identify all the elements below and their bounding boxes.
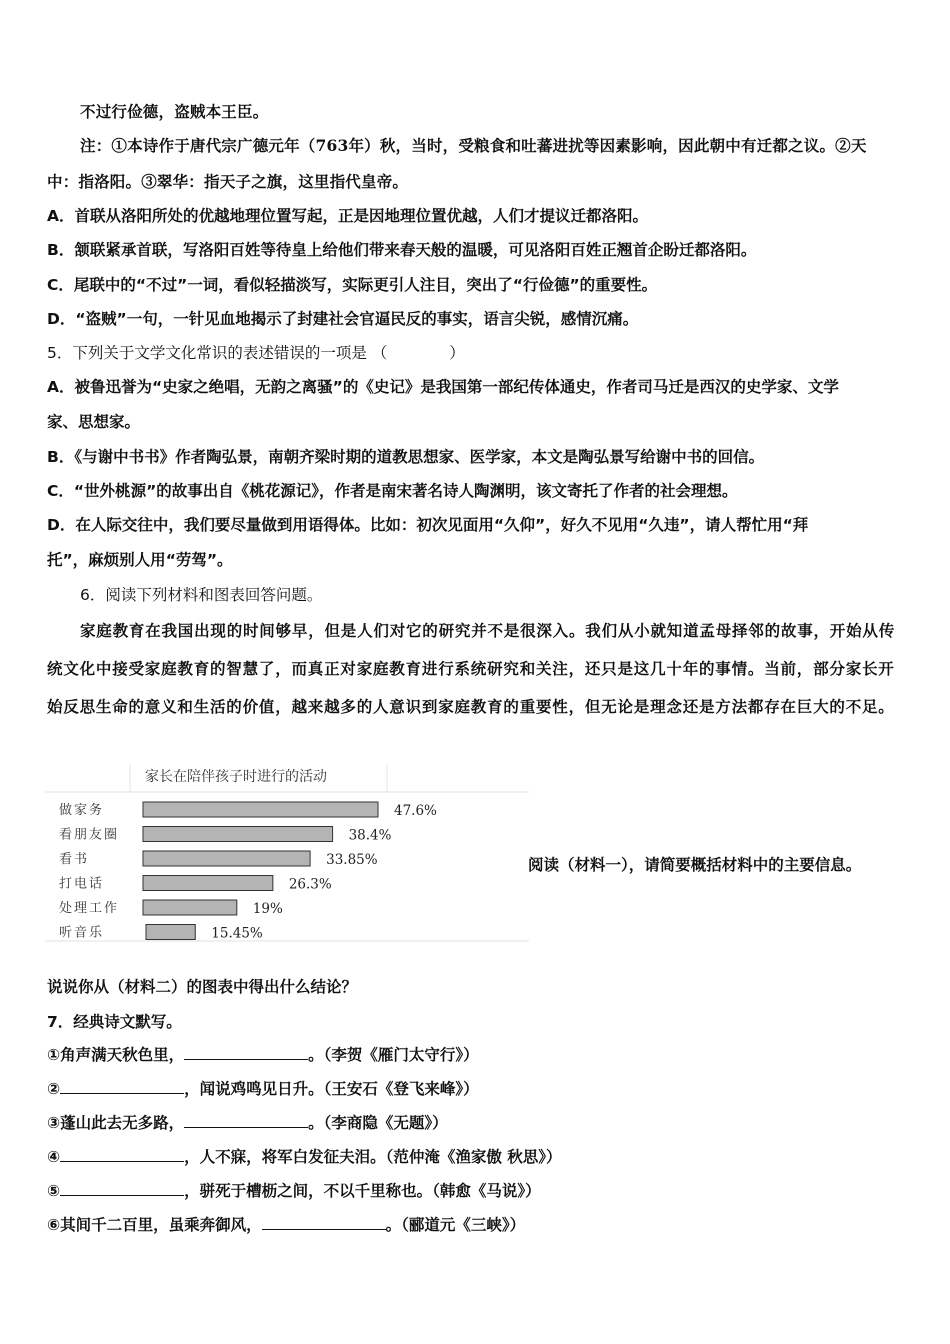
q7-answer-blank[interactable] [184, 1113, 308, 1128]
q7-item-before: ①角声满天秋色里， [47, 1046, 185, 1064]
q7-item [47, 1079, 479, 1099]
chart-value-label: 19% [252, 901, 283, 917]
q4-option-d: D．“盗贼”一句，一针见血地揭示了封建社会官逼民反的事实，语言尖锐，感情沉痛。 [47, 310, 639, 328]
chart-bar [143, 802, 378, 817]
poem-last-line: 不过行俭德，盗贼本王臣。 [80, 102, 269, 121]
q7-answer-blank[interactable] [60, 1147, 184, 1162]
q4-option-a: A．首联从洛阳所处的优越地理位置写起，正是因地理位置优越，人们才提议迁都洛阳。 [47, 207, 648, 225]
q7-item [47, 1045, 479, 1065]
q7-answer-blank[interactable] [262, 1215, 386, 1230]
q5-stem: 5．下列关于文学文化常识的表述错误的一项是 （ ） [47, 344, 465, 362]
q5-option-b: B．《与谢中书书》作者陶弘景，南朝齐梁时期的道教思想家、医学家，本文是陶弘景写给谢中书的回信。 [47, 448, 765, 466]
q7-item-after: ，人不寐，将军白发征夫泪。（范仲淹《渔家傲 秋思》） [184, 1148, 562, 1166]
poem-note-line-2: 中：指洛阳。③翠华：指天子之旗，这里指代皇帝。 [47, 172, 409, 191]
q6-question-2: 说说你从（材料二）的图表中得出什么结论？ [47, 978, 358, 996]
poem-note-line-1: 注：①本诗作于唐代宗广德元年（763年）秋，当时，受粮食和吐蕃进扰等因素影响，因此朝中有迁都之议。②天 [80, 136, 867, 155]
activity-bar-chart [45, 762, 529, 942]
q7-item-before: ② [47, 1080, 61, 1098]
q5-option-c: C．“世外桃源”的故事出自《桃花源记》，作者是南宋著名诗人陶渊明，该文寄托了作者的社会理想。 [47, 482, 738, 500]
chart-category-label: 看朋友圈 [59, 827, 120, 843]
chart-value-label: 38.4% [348, 827, 392, 844]
q7-answer-blank[interactable] [60, 1079, 184, 1094]
chart-value-label: 15.45% [211, 925, 263, 942]
q5-option-a-line-2: 家、思想家。 [47, 413, 141, 431]
q5-option-d-line-2: 托”，麻烦别人用“劳驾”。 [47, 551, 233, 569]
q4-option-c: C．尾联中的“不过”一词，看似轻描淡写，实际更引人注目，突出了“行俭德”的重要性。 [47, 276, 658, 294]
q7-item-before: ③蓬山此去无多路， [47, 1114, 185, 1132]
q7-item-after: ，骈死于槽枥之间，不以千里称也。（韩愈《马说》） [184, 1182, 541, 1200]
chart-category-label: 处理工作 [59, 901, 120, 916]
chart-title: 家长在陪伴孩子时进行的活动 [145, 769, 327, 785]
q7-item-after: ，闻说鸡鸣见日升。（王安石《登飞来峰》） [184, 1080, 479, 1098]
q6-passage: 家庭教育在我国出现的时间够早，但是人们对它的研究并不是很深入。我们从小就知道孟母择邻的故事，开始从传统文化中接受家庭教育的智慧了，而真正对家庭教育进行系统研究和关注，还只是这几十年的事情。当前，部分家长开始反思生命的意义和生活的价值，越来越多的人意识到家庭教育的重要性，但无论是理念还是方法都存在巨大的不足。 [47, 621, 896, 716]
chart-value-label: 47.6% [394, 803, 437, 819]
chart-bar [146, 925, 195, 940]
q7-item-before: ⑥其间千二百里，虽乘奔御风， [47, 1216, 262, 1234]
q6-stem: 6．阅读下列材料和图表回答问题。 [80, 586, 323, 604]
chart-bar [143, 851, 310, 866]
q7-item [47, 1113, 448, 1133]
chart-bar [143, 876, 273, 891]
chart-value-label: 33.85% [326, 852, 378, 868]
chart-bar [143, 827, 333, 842]
q7-item [47, 1215, 525, 1235]
chart-category-label: 打电话 [59, 876, 105, 892]
q7-item-after: 。（李贺《雁门太守行》） [308, 1046, 479, 1064]
chart-bar [143, 900, 237, 915]
q7-item [47, 1147, 562, 1167]
q5-option-d-line-1: D．在人际交往中，我们要尽量做到用语得体。比如：初次见面用“久仰”，好久不见用“久违”，请人帮忙用“拜 [47, 516, 809, 534]
q7-stem: 7．经典诗文默写。 [47, 1013, 182, 1031]
q5-option-a-line-1: A．被鲁迅誉为“史家之绝唱，无韵之离骚”的《史记》是我国第一部纪传体通史，作者司马迁是西汉的史学家、文学 [47, 378, 839, 396]
chart-category-label: 看书 [59, 852, 90, 867]
q7-item-after: 。（郦道元《三峡》） [385, 1216, 526, 1234]
q4-option-b: B．颔联紧承首联，写洛阳百姓等待皇上给他们带来春天般的温暖，可见洛阳百姓正翘首企盼迁都洛阳。 [47, 241, 757, 259]
chart-category-label: 听音乐 [59, 925, 105, 941]
q7-item-after: 。（李商隐《无题》） [308, 1114, 448, 1132]
q6-side-question: 阅读（材料一），请简要概括材料中的主要信息。 [528, 856, 862, 874]
q7-item-before: ⑤ [47, 1182, 61, 1200]
q7-answer-blank[interactable] [60, 1181, 184, 1196]
chart-category-label: 做家务 [59, 803, 105, 818]
q7-item [47, 1181, 541, 1201]
q7-item-before: ④ [47, 1148, 61, 1166]
q7-answer-blank[interactable] [184, 1045, 308, 1060]
chart-value-label: 26.3% [288, 876, 332, 893]
